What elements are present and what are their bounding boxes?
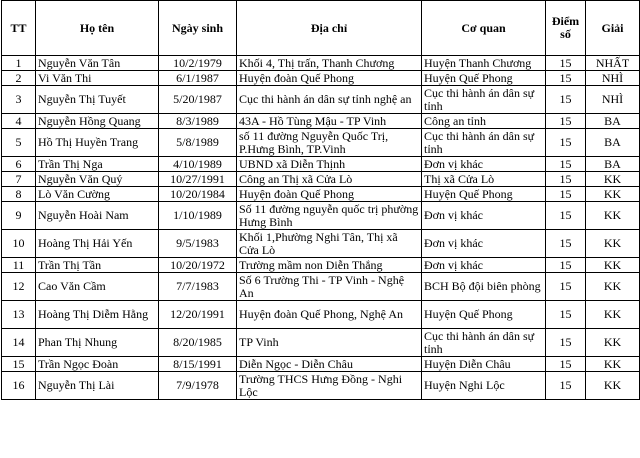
row-tt: 3 (2, 86, 36, 114)
row-ngay-sinh: 12/20/1991 (159, 301, 237, 329)
row-tt: 5 (2, 129, 36, 157)
row-ngay-sinh: 10/27/1991 (159, 172, 237, 187)
table-row (2, 157, 640, 172)
row-diem: 15 (546, 301, 586, 329)
table-row (2, 273, 640, 301)
row-co-quan: Cục thi hành án dân sự tỉnh (422, 329, 546, 357)
row-giai: NHÌ (586, 71, 640, 86)
row-ho-ten: Cao Văn Cầm (36, 273, 159, 301)
row-ngay-sinh: 5/20/1987 (159, 86, 237, 114)
row-co-quan: Đơn vị khác (422, 230, 546, 258)
row-giai: KK (586, 202, 640, 230)
row-co-quan: Huyện Quế Phong (422, 301, 546, 329)
row-dia-chi: UBND xã Diễn Thịnh (237, 157, 422, 172)
row-giai: KK (586, 273, 640, 301)
row-giai: BA (586, 114, 640, 129)
row-dia-chi: Khối 1,Phường Nghi Tân, Thị xã Cửa Lò (237, 230, 422, 258)
row-diem: 15 (546, 230, 586, 258)
table-row (2, 258, 640, 273)
row-ho-ten: Hồ Thị Huyền Trang (36, 129, 159, 157)
row-ho-ten: Nguyễn Hồng Quang (36, 114, 159, 129)
table-row (2, 187, 640, 202)
row-giai: KK (586, 172, 640, 187)
row-dia-chi: số 11 đường Nguyễn Quốc Trị, P.Hưng Bình, TP.Vinh (237, 129, 422, 157)
row-ngay-sinh: 5/8/1989 (159, 129, 237, 157)
row-co-quan: Huyện Quế Phong (422, 187, 546, 202)
row-co-quan: Đơn vị khác (422, 258, 546, 273)
row-giai: BA (586, 129, 640, 157)
row-ngay-sinh: 1/10/1989 (159, 202, 237, 230)
header-diem-so: Điểm số (546, 1, 586, 56)
table-row (2, 56, 640, 71)
row-co-quan: Huyện Quế Phong (422, 71, 546, 86)
row-co-quan: Huyện Nghi Lộc (422, 372, 546, 400)
row-giai: KK (586, 372, 640, 400)
row-ho-ten: Nguyễn Văn Quý (36, 172, 159, 187)
row-giai: NHÌ (586, 86, 640, 114)
row-diem: 15 (546, 86, 586, 114)
row-diem: 15 (546, 157, 586, 172)
row-diem: 15 (546, 258, 586, 273)
row-diem: 15 (546, 372, 586, 400)
row-giai: KK (586, 301, 640, 329)
row-giai: KK (586, 357, 640, 372)
row-ho-ten: Trần Ngọc Đoàn (36, 357, 159, 372)
row-diem: 15 (546, 114, 586, 129)
row-ngay-sinh: 8/15/1991 (159, 357, 237, 372)
table-row (2, 301, 640, 329)
row-dia-chi: Khối 4, Thị trấn, Thanh Chương (237, 56, 422, 71)
header-giai: Giải (586, 1, 640, 56)
row-diem: 15 (546, 187, 586, 202)
row-ngay-sinh: 10/20/1984 (159, 187, 237, 202)
row-co-quan: Cục thi hành án dân sự tỉnh (422, 86, 546, 114)
row-diem: 15 (546, 357, 586, 372)
row-giai: KK (586, 230, 640, 258)
row-ho-ten: Nguyễn Thị Lài (36, 372, 159, 400)
row-diem: 15 (546, 273, 586, 301)
row-giai: NHẤT (586, 56, 640, 71)
row-giai: KK (586, 187, 640, 202)
row-dia-chi: Số 6 Trường Thi - TP Vinh - Nghệ An (237, 273, 422, 301)
row-dia-chi: Cục thi hành án dân sự tỉnh nghệ an (237, 86, 422, 114)
table-row (2, 329, 640, 357)
row-tt: 14 (2, 329, 36, 357)
table-row (2, 202, 640, 230)
row-tt: 15 (2, 357, 36, 372)
row-ho-ten: Vi Văn Thi (36, 71, 159, 86)
row-dia-chi: Huyện đoàn Quế Phong (237, 71, 422, 86)
row-diem: 15 (546, 129, 586, 157)
row-giai: KK (586, 329, 640, 357)
header-row (2, 1, 640, 56)
row-ngay-sinh: 9/5/1983 (159, 230, 237, 258)
row-ho-ten: Nguyễn Hoài Nam (36, 202, 159, 230)
table-row (2, 129, 640, 157)
table-row (2, 172, 640, 187)
results-table (1, 0, 640, 400)
row-diem: 15 (546, 71, 586, 86)
row-co-quan: Huyện Diễn Châu (422, 357, 546, 372)
row-tt: 8 (2, 187, 36, 202)
row-ho-ten: Trần Thị Tần (36, 258, 159, 273)
table-row (2, 357, 640, 372)
row-dia-chi: Huyện đoàn Quế Phong (237, 187, 422, 202)
row-co-quan: Huyện Thanh Chương (422, 56, 546, 71)
row-giai: BA (586, 157, 640, 172)
row-ho-ten: Nguyễn Thị Tuyết (36, 86, 159, 114)
header-tt: TT (2, 1, 36, 56)
row-tt: 6 (2, 157, 36, 172)
row-co-quan: BCH Bộ đội biên phòng (422, 273, 546, 301)
row-ho-ten: Phan Thị Nhung (36, 329, 159, 357)
row-dia-chi: Công an Thị xã Cửa Lò (237, 172, 422, 187)
row-ngay-sinh: 8/20/1985 (159, 329, 237, 357)
row-tt: 16 (2, 372, 36, 400)
row-ngay-sinh: 4/10/1989 (159, 157, 237, 172)
row-diem: 15 (546, 329, 586, 357)
row-co-quan: Công an tỉnh (422, 114, 546, 129)
header-co-quan: Cơ quan (422, 1, 546, 56)
row-co-quan: Cục thi hành án dân sự tỉnh (422, 129, 546, 157)
header-ngay-sinh: Ngày sinh (159, 1, 237, 56)
row-co-quan: Thị xã Cửa Lò (422, 172, 546, 187)
row-giai: KK (586, 258, 640, 273)
row-tt: 2 (2, 71, 36, 86)
table-row (2, 86, 640, 114)
row-ngay-sinh: 8/3/1989 (159, 114, 237, 129)
row-diem: 15 (546, 172, 586, 187)
row-dia-chi: Huyện đoàn Quế Phong, Nghệ An (237, 301, 422, 329)
row-dia-chi: Diễn Ngọc - Diễn Châu (237, 357, 422, 372)
table-row (2, 230, 640, 258)
row-co-quan: Đơn vị khác (422, 157, 546, 172)
row-dia-chi: 43A - Hồ Tùng Mậu - TP Vinh (237, 114, 422, 129)
row-diem: 15 (546, 202, 586, 230)
row-ngay-sinh: 7/9/1978 (159, 372, 237, 400)
row-ho-ten: Trần Thị Nga (36, 157, 159, 172)
row-ngay-sinh: 7/7/1983 (159, 273, 237, 301)
row-dia-chi: Trường THCS Hưng Đồng - Nghi Lộc (237, 372, 422, 400)
row-dia-chi: Số 11 đường nguyễn quốc trị phường Hưng Bình (237, 202, 422, 230)
table-row (2, 71, 640, 86)
row-tt: 10 (2, 230, 36, 258)
row-tt: 4 (2, 114, 36, 129)
row-diem: 15 (546, 56, 586, 71)
row-tt: 9 (2, 202, 36, 230)
row-ho-ten: Hoàng Thị Hải Yến (36, 230, 159, 258)
row-tt: 7 (2, 172, 36, 187)
row-dia-chi: Trường mầm non Diễn Thắng (237, 258, 422, 273)
row-ngay-sinh: 10/2/1979 (159, 56, 237, 71)
row-tt: 1 (2, 56, 36, 71)
table-row (2, 114, 640, 129)
row-tt: 13 (2, 301, 36, 329)
row-ho-ten: Lò Văn Cường (36, 187, 159, 202)
row-dia-chi: TP Vinh (237, 329, 422, 357)
header-dia-chi: Địa chỉ (237, 1, 422, 56)
row-ngay-sinh: 6/1/1987 (159, 71, 237, 86)
row-tt: 11 (2, 258, 36, 273)
row-co-quan: Đơn vị khác (422, 202, 546, 230)
row-ngay-sinh: 10/20/1972 (159, 258, 237, 273)
table-row (2, 372, 640, 400)
row-ho-ten: Hoàng Thị Diễm Hằng (36, 301, 159, 329)
row-ho-ten: Nguyễn Văn Tân (36, 56, 159, 71)
header-ho-ten: Họ tên (36, 1, 159, 56)
row-tt: 12 (2, 273, 36, 301)
